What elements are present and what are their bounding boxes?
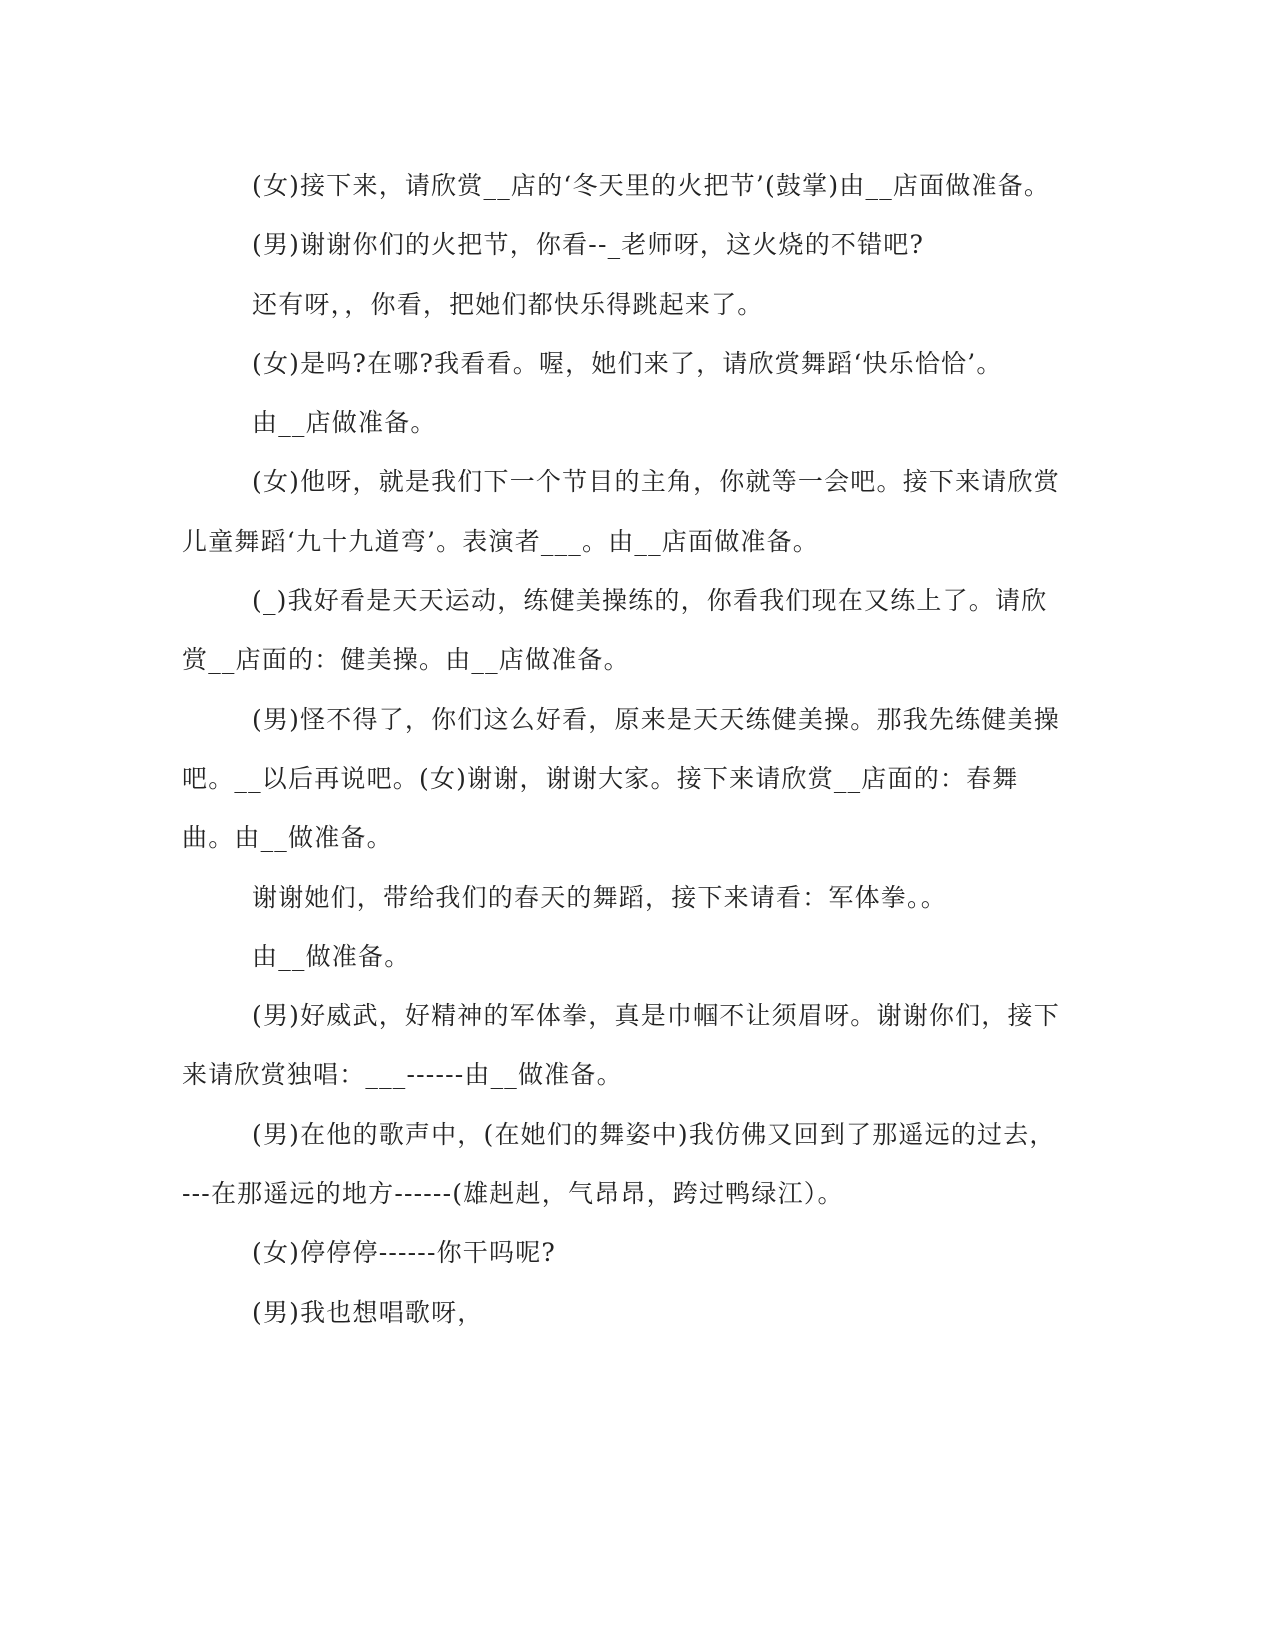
paragraph-9: 谢谢她们，带给我们的春天的舞蹈，接下来请看：军体拳。。 [252,882,947,912]
paragraph-5: 由__店做准备。 [252,408,437,438]
paragraph-2: (男)谢谢你们的火把节，你看--_老师呀，这火烧的不错吧? [252,230,925,260]
paragraph-7: (_)我好看是天天运动，练健美操练的，你看我们现在又练上了。请欣赏__店面的：健美操。由__店做准备。 [182,586,1048,675]
script-text [182,156,1062,1342]
paragraph-11: (男)好威武，好精神的军体拳，真是巾帼不让须眉呀。谢谢你们，接下来请欣赏独唱：___------由__做准备。 [182,1001,1060,1090]
paragraph-12: (男)在他的歌声中，(在她们的舞姿中)我仿佛又回到了那遥远的过去，---在那遥远的地方------(雄赳赳，气昂昂，跨过鸭绿江）。 [182,1119,1056,1209]
paragraph-4: (女)是吗?在哪?我看看。喔，她们来了，请欣赏舞蹈‘快乐恰恰’。 [252,348,1003,378]
paragraph-10: 由__做准备。 [252,941,411,971]
paragraph-6: (女)他呀，就是我们下一个节目的主角，你就等一会吧。接下来请欣赏儿童舞蹈‘九十九道弯’。表演者___。由__店面做准备。 [182,467,1060,556]
paragraph-1: (女)接下来，请欣赏__店的‘冬天里的火把节’(鼓掌)由__店面做准备。 [252,171,1051,200]
paragraph-14: (男)我也想唱歌呀， [252,1297,484,1327]
paragraph-13: (女)停停停------你干吗呢? [252,1238,556,1268]
paragraph-3: 还有呀，，你看，把她们都快乐得跳起来了。 [252,289,764,319]
paragraph-8: (男)怪不得了，你们这么好看，原来是天天练健美操。那我先练健美操吧。__以后再说吧。(女)谢谢，谢谢大家。接下来请欣赏__店面的：春舞曲。由__做准备。 [182,704,1060,853]
